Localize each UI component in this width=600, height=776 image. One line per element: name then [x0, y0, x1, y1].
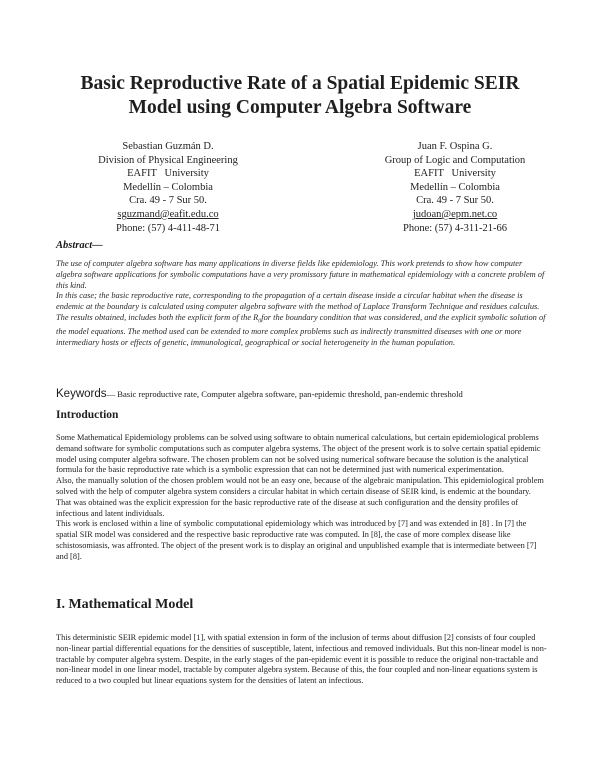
abstract-paragraph: [56, 313, 546, 349]
body-paragraph: This deterministic SEIR epidemic model [1], with spatial extension in form of the inclusion of terms about diffusion [2] consists of four coupled non-linear partial differential equations for the densities of susceptible, latent, infectious and removed individuals. But this non-linear model is non-tractable by computer algebra system. Despite, in the early stages of the pan-epidemic event it is possible to reduce the original non-tractable and non-linear model in one linear model, tractable by computer algebra system. Because of this, the four coupled and non-linear equations system is reduced to a two coupled but linear equations system for the densities of latent an infectious.: [56, 633, 547, 686]
author-email-link[interactable]: sguzmand@eafit.edu.co: [117, 208, 219, 220]
subscript: 0: [258, 318, 262, 325]
author-dept: Group of Logic and Computation: [384, 154, 526, 166]
title-line-2: Model using Computer Algebra Software: [128, 97, 472, 118]
body-paragraph: This work is enclosed within a line of symbolic computational epidemiology which was introduced by [7] and was extended in [8] . In [7] the spatial SIR model was considered and the respective basic reproductive rate was computed. In [8], the case of more complex disease like schistosomiasis, was affronted. The object of the present work is to display an original and unpublished example that is intermediate between [7] and [8].: [56, 519, 537, 561]
abstract-text: The results obtained, includes both the explicit form of the R: [56, 312, 259, 322]
author-phone: Phone: (57) 4-411-48-71: [115, 222, 220, 234]
author-dept: Division of Physical Engineering: [98, 154, 238, 166]
keywords-label: Keywords: [56, 388, 107, 400]
keywords-line: [56, 388, 556, 400]
author-email-link[interactable]: judoan@epm.net.co: [412, 208, 498, 220]
author-address: Cra. 49 - 7 Sur 50.: [416, 195, 494, 207]
section-heading-introduction: Introduction: [56, 409, 119, 421]
author-phone: Phone: (57) 4-311-21-66: [402, 222, 507, 234]
paper-title: [40, 72, 560, 120]
introduction-body: [56, 433, 548, 563]
author-name: Sebastian Guzmán D.: [122, 141, 214, 152]
body-paragraph: Also, the manually solution of the chosen problem would not be an easy one, because of the algebraic manipulation. This epidemiological problem solved with the help of computer algebra system considers a circular habitat in which certain disease of SEIR kind, is endemic at the boundary.: [56, 476, 544, 496]
abstract-text: for the boundary condition that was considered, and the explicit symbolic solution of the model equations. The method used can be extended to more complex problems such as indirectly transmitted diseases with one or more intermediary hosts or effects of genetic, immunological, geographical or social heterogeneity in the human population.: [56, 312, 546, 348]
body-paragraph: Some Mathematical Epidemiology problems can be solved using software to obtain numerical calculations, but certain epidemiological problems demand software for symbolic computations such as computer algebra systems. The object of the present work is to solve certain spatial epidemic model using computer algebra software. The chosen problem can not be solved using numerical software because the solution is the analytical formula for the basic reproductive rate which is a symbolic expression that can not be determined just with numerical experimentation.: [56, 433, 541, 475]
abstract-body: [56, 259, 546, 349]
abstract-paragraph: In this case; the basic reproductive rate, corresponding to the propagation of a certain disease inside a circular habitat when the disease is endemic at the boundary is calculated using computer algebra software with the method of Laplace Transform Technique and residues calculus.: [56, 291, 540, 312]
author-address: Cra. 49 - 7 Sur 50.: [129, 195, 207, 207]
abstract-paragraph: The use of computer algebra software has many applications in diverse fields like epidemiology. This work pretends to show how computer algebra software applications for symbolic computations have a very promissory future in mathematical epidemiology with a concrete problem of this kind.: [56, 259, 545, 290]
body-paragraph: That was obtained was the explicit expression for the basic reproductive rate of the disease at such configuration and the density profiles of infectious and latent individuals.: [56, 497, 519, 518]
author-city: Medellín – Colombia: [410, 181, 500, 193]
title-line-1: Basic Reproductive Rate of a Spatial Epidemic SEIR: [80, 73, 520, 94]
section-heading-mathematical-model: I. Mathematical Model: [56, 597, 194, 612]
author-city: Medellín – Colombia: [123, 181, 213, 193]
author-block-2: [345, 140, 565, 235]
abstract-heading: Abstract—: [56, 240, 103, 251]
keywords-text: — Basic reproductive rate, Computer algebra software, pan-epidemic threshold, pan-endemic threshold: [106, 389, 463, 399]
author-block-1: [58, 140, 278, 235]
author-org: EAFIT University: [127, 168, 209, 180]
author-org: EAFIT University: [414, 168, 496, 180]
mathematical-model-body: [56, 633, 548, 687]
author-name: Juan F. Ospina G.: [417, 141, 493, 152]
